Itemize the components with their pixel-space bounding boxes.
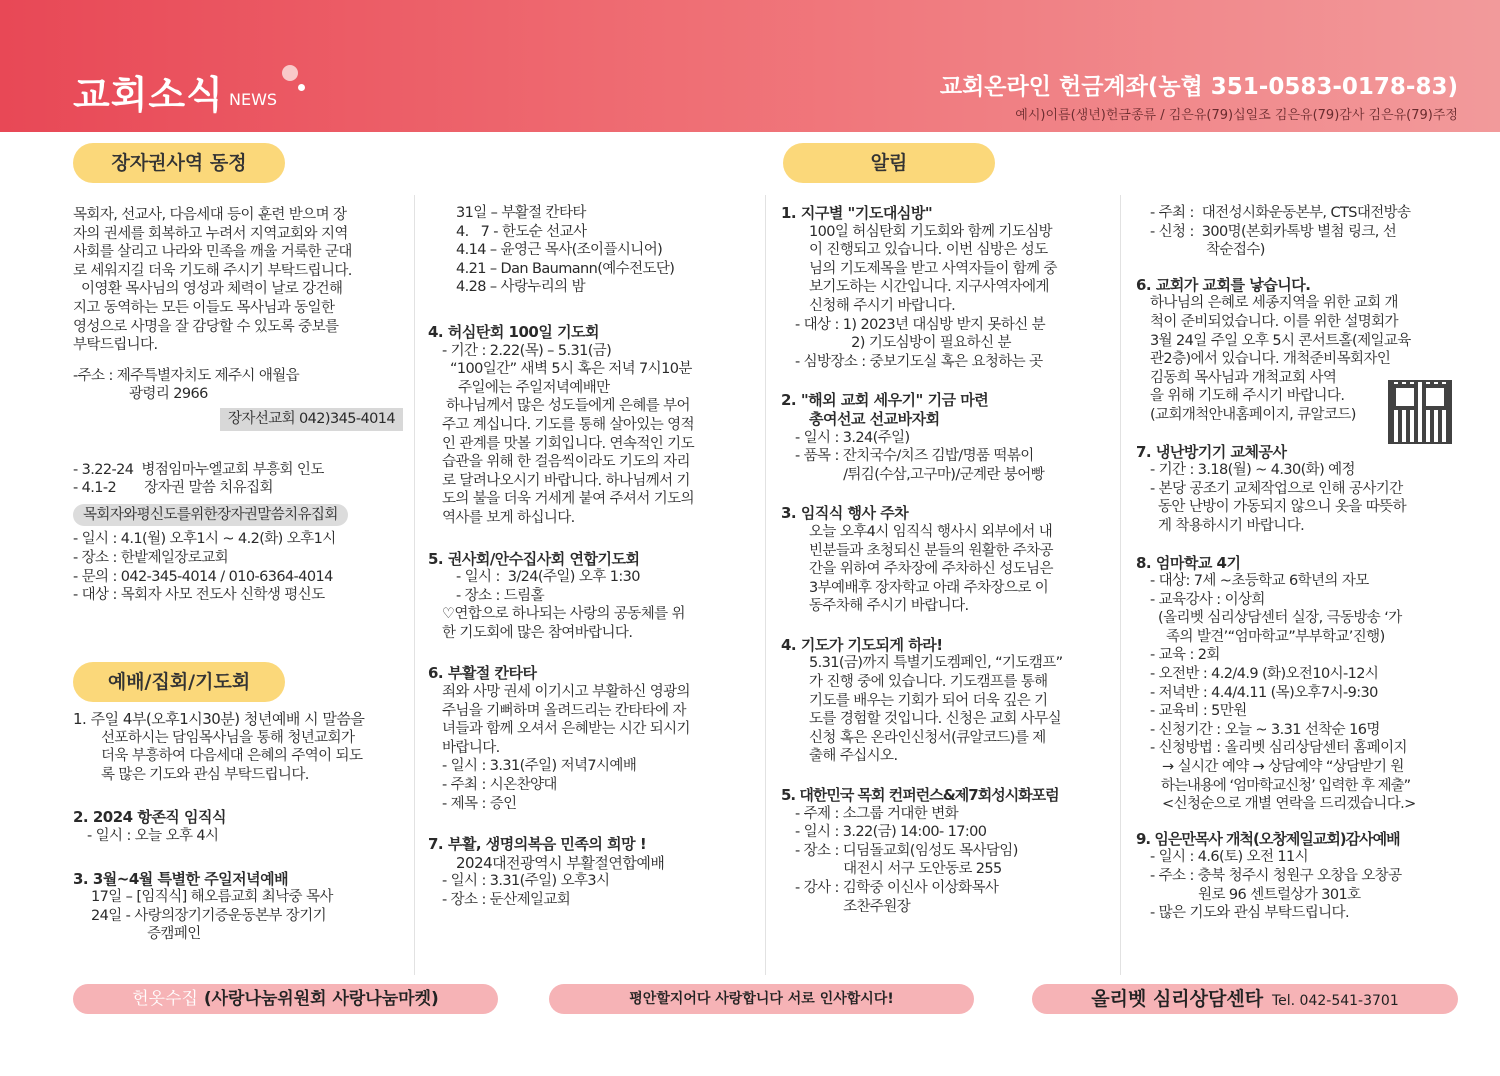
item-title: 7. 부활, 생명의복음 민족의 희망 ! (428, 835, 647, 854)
text-line: 역사를 보게 하십니다. (442, 509, 575, 526)
item-subtitle: 2024대전광역시 부활절연합예배 (456, 853, 665, 872)
text-line: - 장소 : 둔산제일교회 (442, 892, 571, 908)
text-line: 사회를 살리고 나라와 민족을 깨울 거룩한 군대 (73, 244, 352, 261)
section-title-jangja: 장자권사역 동정 (73, 143, 285, 183)
text-line: - 일시 : 오늘 오후 4시 (87, 827, 219, 844)
text-line: “100일간” 새벽 5시 혹은 저녁 7시10분 (442, 361, 692, 378)
address-line: 광령리 2966 (129, 386, 208, 403)
text-line: 바랍니다. (442, 739, 500, 756)
item-title: 4. 기도가 기도되게 하라! (781, 635, 943, 654)
event-line: - 4.1-2 장자권 말씀 치유집회 (73, 480, 273, 497)
text-line: 가 진행 중에 있습니다. 기도캠프를 통해 (809, 674, 1048, 691)
text-line: 녀들과 함께 오셔서 은혜받는 시간 되시기 (442, 721, 690, 738)
church-contact-box: 장자선교회 042)345-4014 (220, 408, 403, 431)
text-line: 3월 24일 주일 오후 5시 콘서트홀(제일교육 (1150, 332, 1411, 349)
offering-account-example: 예시)이름(생년)헌금종류 / 김은유(79)십일조 김은유(79)감사 김은유(79)주정 (1015, 108, 1458, 123)
text-line: 이영환 목사님의 영성과 체력이 날로 강건해 (73, 281, 343, 298)
text-line: (올리벳 심리상담센터 실장, 극동방송 ‘가 (1150, 610, 1402, 627)
text-line: 출해 주십시오. (809, 748, 898, 765)
text-line: 하는내용에 ‘엄마학교신청’ 입력한 후 제출” (1150, 777, 1411, 794)
text-line: 하나님의 은혜로 세종지역을 위한 교회 개 (1150, 295, 1398, 312)
column-worship-2 (428, 204, 758, 910)
text-line: 하나님께서 많은 성도들에게 은혜를 부어 (442, 398, 690, 415)
schedule-line: 4.21 – Dan Baumann(예수전도단) (456, 260, 675, 277)
gathering-line: - 일시 : 4.1(월) 오후1시 ~ 4.2(화) 오후1시 (73, 531, 336, 548)
text-line: <신청순으로 개별 연락을 드리겠습니다.> (1150, 796, 1416, 813)
column-divider (414, 195, 415, 975)
section-title-notice: 알림 (783, 143, 995, 183)
text-line: 한 기도회에 많은 참여바랍니다. (442, 624, 633, 641)
news-label: NEWS (229, 90, 278, 109)
text-line: - 신청방법 : 올리벳 심리상담센터 홈페이지 (1150, 740, 1407, 757)
footer-left-label: 헌옷수집 (132, 989, 198, 1009)
footer-left-detail: (사랑나눔위원회 사랑나눔마켓) (197, 989, 439, 1009)
item-title: 8. 엄마학교 4기 (1136, 553, 1241, 572)
item-title: 5. 대한민국 목회 컨퍼런스&제7회성시화포럼 (781, 786, 1059, 805)
column-divider (765, 195, 766, 975)
footer-greeting: 평안할지어다 사랑합니다 서로 인사합시다! (549, 984, 974, 1014)
footer-counseling-center (1032, 984, 1458, 1014)
text-line: 조찬주원장 (795, 898, 911, 915)
text-line: 3부예배후 장자학교 아래 주차장으로 이 (809, 579, 1049, 596)
text-line: 17일 – [임직식] 해오름교회 최낙중 목사 (91, 889, 333, 906)
text-line: ♡연합으로 하나되는 사랑의 공동체를 위 (442, 606, 685, 623)
text-line: - 제목 : 증인 (442, 795, 517, 812)
text-line: - 오전반 : 4.2/4.9 (화)오전10시-12시 (1150, 666, 1379, 683)
item-title: 4. 허심탄회 100일 기도회 (428, 322, 600, 341)
item-subtitle: 총여선교 선교바자회 (809, 409, 940, 428)
text-line: - 많은 기도와 관심 부탁드립니다. (1150, 905, 1349, 922)
text-line: /튀김(수삼,고구마)/군계란 붕어빵 (795, 466, 1045, 483)
column-notice-2 (1136, 204, 1466, 923)
text-line: 인 관계를 맛볼 기회입니다. 연속적인 기도 (442, 435, 694, 452)
text-line: - 장소 : 디딤돌교회(임성도 목사담임) (795, 842, 1018, 859)
text-line: 게 착용하시기 바랍니다. (1150, 517, 1305, 534)
item-title: 3. 3월~4월 특별한 주일저녁예배 (73, 869, 289, 888)
item-title: 9. 임은만목사 개척(오창제일교회)감사예배 (1136, 829, 1400, 848)
text-line: - 기간 : 3.18(월) ~ 4.30(화) 예정 (1150, 462, 1355, 479)
item-title: 6. 교회가 교회를 낳습니다. (1136, 275, 1311, 294)
gathering-line: - 장소 : 한밭제일장로교회 (73, 549, 229, 566)
text-line: - 주제 : 소그룹 거대한 변화 (795, 805, 959, 822)
text-line: - 저녁반 : 4.4/4.11 (목)오후7시-9:30 (1150, 684, 1378, 701)
gathering-line: - 대상 : 목회자 사모 전도사 신학생 평신도 (73, 587, 325, 604)
schedule-line: 4.28 – 사랑누리의 밤 (456, 279, 586, 296)
text-line: - 심방장소 : 중보기도실 혹은 요청하는 곳 (795, 353, 1043, 370)
text-line: - 기간 : 2.22(목) – 5.31(금) (442, 342, 612, 359)
text-line: - 품목 : 잔치국수/치즈 김밥/명품 떡볶이 (795, 448, 1034, 465)
text-line: (교회개척안내홈페이지, 큐알코드) (1150, 406, 1356, 423)
decor-dot-icon (282, 65, 298, 81)
text-line: - 교육 : 2회 (1150, 647, 1220, 664)
text-line: - 일시 : 3.31(주일) 오후3시 (442, 873, 610, 890)
text-line: 이 진행되고 있습니다. 이번 심방은 성도 (809, 242, 1048, 259)
footer-right-label: 올리벳 심리상담센타 (1091, 988, 1264, 1010)
text-line: 기도를 배우는 기회가 되어 더욱 깊은 기 (809, 692, 1048, 709)
text-line: - 강사 : 김학중 이신사 이상화목사 (795, 880, 999, 896)
item-title: 3. 임직식 행사 주차 (781, 504, 909, 523)
text-line: - 일시 : 3/24(주일) 오후 1:30 (456, 569, 640, 586)
text-line: 족의 발견’“엄마학교”부부학교’진행) (1150, 628, 1385, 645)
text-line: 죄와 사망 권세 이기시고 부활하신 영광의 (442, 684, 690, 701)
text-line: 24일 - 사랑의장기기증운동본부 장기기 (91, 907, 327, 924)
text-line: 더욱 부흥하여 다음세대 은혜의 주역이 되도 (101, 748, 363, 765)
text-line: - 일시 : 3.22(금) 14:00- 17:00 (795, 824, 987, 841)
jangja-intro (73, 206, 403, 355)
text-line: 증캠페인 (147, 926, 201, 943)
item-title: 7. 냉난방기기 교체공사 (1136, 442, 1287, 461)
text-line: 척이 준비되었습니다. 이를 위한 설명회가 (1150, 313, 1398, 330)
text-line: 선포하시는 담임목사님을 통해 청년교회가 (101, 729, 355, 746)
text-line: - 교육강사 : 이상희 (1150, 591, 1265, 608)
text-line: 도를 경험할 것입니다. 신청은 교회 사무실 (809, 711, 1061, 728)
decor-dot-small-icon (298, 84, 305, 91)
text-line: - 대상 : 1) 2023년 대심방 받지 못하신 분 (795, 316, 1046, 333)
text-line: - 일시 : 3.24(주일) (795, 429, 910, 446)
item-title: 1. 주일 4부(오후1시30분) 청년예배 시 말씀을 (73, 710, 365, 728)
header-banner (0, 0, 1500, 132)
text-line: 100일 허심탄회 기도회와 함께 기도심방 (809, 223, 1053, 240)
column-divider (1120, 195, 1121, 975)
qr-code-icon[interactable] (1388, 380, 1452, 444)
text-line: 주일에는 주일저녁예배만 (442, 379, 610, 396)
offering-account: 교회온라인 헌금계좌(농협 351-0583-0178-83) (939, 74, 1458, 100)
footer-right-phone: Tel. 042-541-3701 (1263, 993, 1399, 1009)
column-worship (73, 710, 403, 944)
text-line: 김동희 목사님과 개척교회 사역 (1150, 369, 1337, 386)
text-line: 로 세워지길 더욱 기도해 주시기 부탁드립니다. (73, 262, 352, 279)
text-line: 을 위해 기도해 주시기 바랍니다. (1150, 388, 1345, 405)
schedule-line: 4. 7 - 한도순 선교사 (456, 223, 587, 240)
text-line: - 본당 공조기 교체작업으로 인해 공사기간 (1150, 480, 1403, 497)
text-line: → 실시간 예약 → 상담예약 “상담받기 원 (1150, 759, 1404, 776)
item-title: 2. "해외 교회 세우기" 기금 마련 (781, 391, 989, 410)
text-line: 주님을 기뻐하며 올려드리는 칸타타에 자 (442, 702, 686, 719)
text-line: 님의 기도제목을 받고 사역자들이 함께 중 (809, 260, 1057, 277)
text-line: 보기도하는 시간입니다. 지구사역자에게 (809, 279, 1049, 296)
text-line: 5.31(금)까지 특별기도켐페인, “기도캠프” (809, 655, 1063, 672)
address-line: -주소 : 제주특별자치도 제주시 애월읍 (73, 367, 300, 384)
column-notice (781, 204, 1113, 916)
text-line: 로 달려나오시기 바랍니다. 하나님께서 기 (442, 472, 690, 489)
text-line: 착순접수) (1150, 242, 1265, 259)
text-line: - 장소 : 드림홀 (456, 587, 544, 604)
text-line: - 일시 : 3.31(주일) 저녁7시예배 (442, 758, 637, 775)
page-title: 교회소식 (73, 73, 224, 117)
text-line: 주고 계십니다. 기도를 통해 살아있는 영적 (442, 416, 694, 433)
section-title-worship: 예배/집회/기도회 (73, 662, 285, 702)
text-line: 대전시 서구 도안동로 255 (795, 861, 1002, 878)
text-line: 신청해 주시기 바랍니다. (809, 297, 956, 314)
text-line: 신청 혹은 온라인신청서(큐알코드)를 제 (809, 729, 1046, 746)
text-line: 부탁드립니다. (73, 337, 158, 354)
text-line: - 신청 : 300명(본회카톡방 별첨 링크, 선 (1150, 223, 1397, 240)
text-line: 습관을 위해 한 걸음씩이라도 기도의 자리 (442, 454, 690, 471)
gathering-title: 목회자와평신도를위한장자권말씀치유집회 (73, 504, 348, 527)
text-line: - 주최 : 시온찬양대 (442, 777, 557, 794)
text-line: 동안 난방이 가동되지 않으니 옷을 따뜻하 (1150, 499, 1406, 516)
event-line: - 3.22-24 병점임마누엘교회 부흥회 인도 (73, 461, 324, 478)
text-line: 자의 권세를 회복하고 누려서 지역교회와 지역 (73, 225, 348, 242)
text-line: 관2층)에서 있습니다. 개척준비목회자인 (1150, 351, 1391, 368)
text-line: 2) 기도심방이 필요하신 분 (795, 335, 1011, 352)
text-line: 영성으로 사명을 잘 감당할 수 있도록 중보를 (73, 318, 339, 335)
text-line: 목회자, 선교사, 다음세대 등이 훈련 받으며 장 (73, 207, 347, 223)
footer-clothes-collection (73, 984, 498, 1014)
text-line: 오늘 오후4시 임직식 행사시 외부에서 내 (809, 523, 1053, 540)
item-title: 2. 2024 항존직 임직식 (73, 808, 226, 827)
text-line: - 주최 : 대전성시화운동본부, CTS대전방송 (1150, 205, 1411, 221)
item-title: 6. 부활절 칸타타 (428, 664, 537, 683)
text-line: 간을 위하여 주차장에 주차하신 성도님은 (809, 561, 1053, 578)
text-line: - 신청기간 : 오늘 ~ 3.31 선착순 16명 (1150, 721, 1380, 738)
schedule-line: 31일 – 부활절 칸타타 (456, 205, 586, 221)
gathering-line: - 문의 : 042-345-4014 / 010-6364-4014 (73, 568, 333, 585)
text-line: - 주소 : 충북 청주시 청원구 오창읍 오창공 (1150, 868, 1402, 884)
text-line: - 대상: 7세 ~초등학교 6학년의 자모 (1150, 573, 1369, 590)
text-line: 원로 96 센트럴상가 301호 (1150, 886, 1361, 903)
text-line: 지고 동역하는 모든 이들도 목사님과 동일한 (73, 299, 335, 316)
column-jangja (73, 206, 403, 605)
item-title: 1. 지구별 "기도대심방" (781, 204, 933, 222)
text-line: - 일시 : 4.6(토) 오전 11시 (1150, 849, 1309, 866)
text-line: - 교육비 : 5만원 (1150, 703, 1247, 720)
text-line: 빈분들과 초청되신 분들의 원활한 주차공 (809, 542, 1053, 559)
item-title: 5. 권사회/안수집사회 연합기도회 (428, 549, 640, 568)
schedule-line: 4.14 – 윤영근 목사(조이플시니어) (456, 242, 663, 259)
text-line: 록 많은 기도와 관심 부탁드립니다. (101, 766, 309, 783)
text-line: 동주차해 주시기 바랍니다. (809, 598, 969, 615)
text-line: 도의 불을 더욱 거세게 붙여 주셔서 기도의 (442, 491, 694, 508)
